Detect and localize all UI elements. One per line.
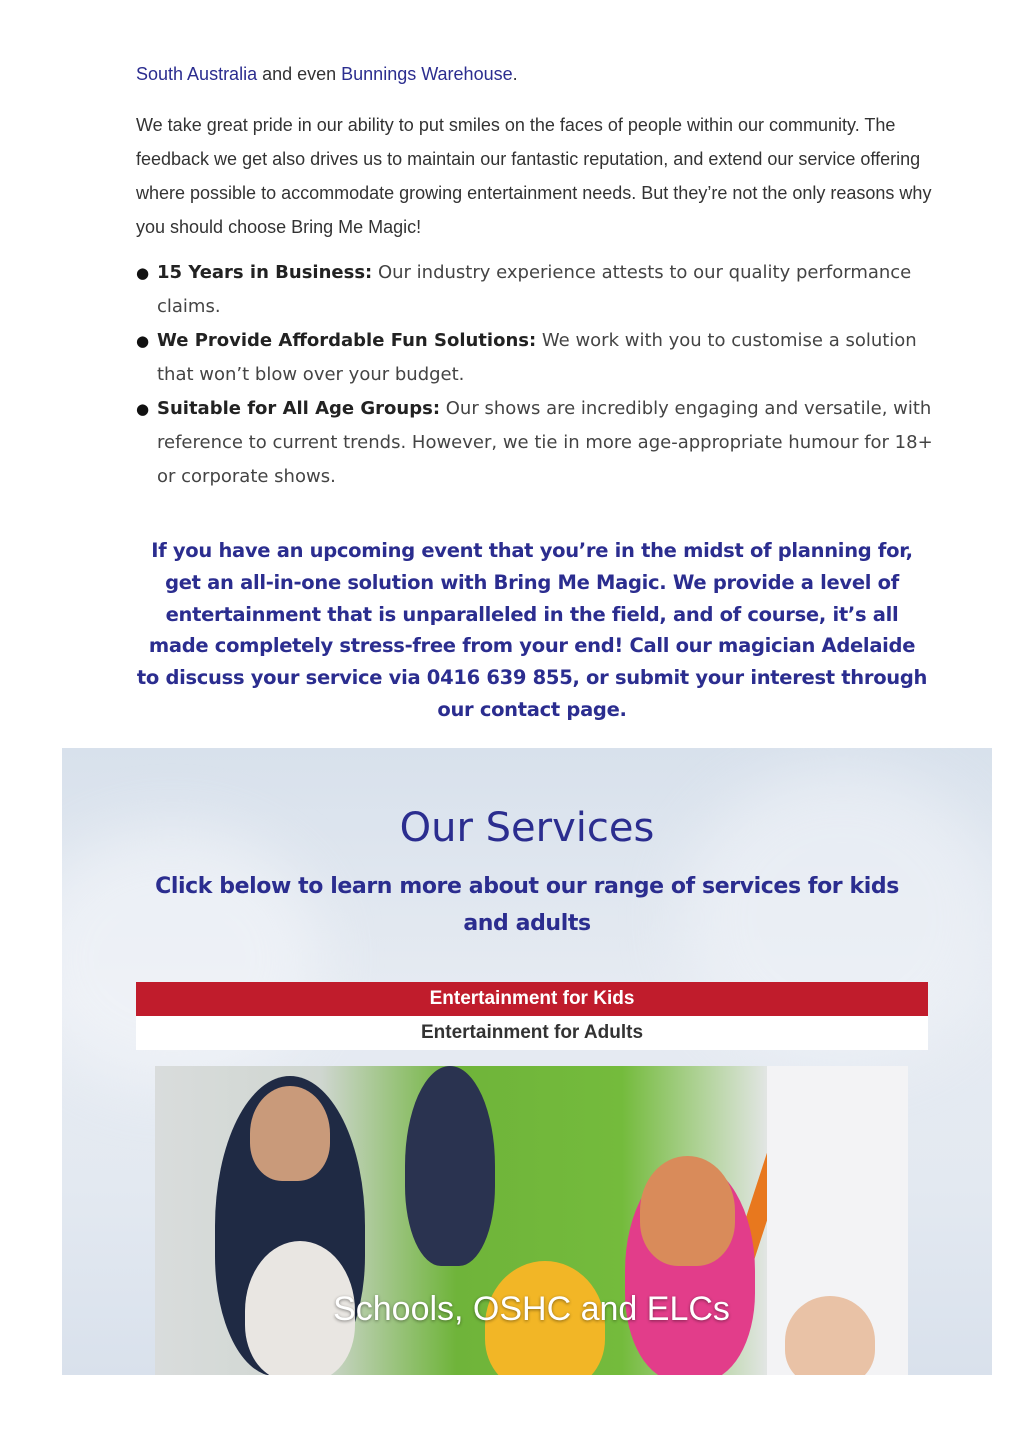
bullet-icon: ● xyxy=(136,400,150,418)
tab-entertainment-for-adults[interactable]: Entertainment for Adults xyxy=(136,1016,928,1050)
intro-end-text: . xyxy=(512,64,518,84)
bunnings-warehouse-link[interactable]: Bunnings Warehouse xyxy=(341,64,513,84)
list-item-text: Our shows are incredibly engaging and versatile, with reference to current trends. However, we tie in more age-appropriate humour for 18+ or corporate shows. xyxy=(157,398,933,487)
list-item-title: We Provide Affordable Fun Solutions: xyxy=(157,330,537,351)
list-item-text: We work with you to customise a solution that won’t blow over your budget. xyxy=(157,330,917,385)
list-item-text: Our industry experience attests to our quality performance claims. xyxy=(157,262,912,317)
intro-section xyxy=(136,60,936,244)
list-item-title: Suitable for All Age Groups: xyxy=(157,398,441,419)
list-item xyxy=(136,256,936,324)
intro-links-line xyxy=(136,60,936,88)
services-section xyxy=(62,748,992,1375)
photo-redhead-girl-head xyxy=(640,1156,735,1266)
bullet-icon: ● xyxy=(136,264,150,282)
intro-paragraph: We take great pride in our ability to put smiles on the faces of people within our community. The feedback we get also drives us to maintain our fantastic reputation, and extend our service offering where possible to accommodate growing entertainment needs. But they’re not the only reasons why you should choose Bring Me Magic! xyxy=(136,115,932,237)
list-item-title: 15 Years in Business: xyxy=(157,262,373,283)
services-tabs xyxy=(136,982,928,1050)
intro-mid-text: and even xyxy=(257,64,342,84)
bullet-icon: ● xyxy=(136,332,150,350)
services-title: Our Services xyxy=(399,805,655,851)
list-item xyxy=(136,392,936,494)
south-australia-link[interactable]: South Australia xyxy=(136,64,258,84)
tab-entertainment-for-kids[interactable]: Entertainment for Kids xyxy=(136,982,928,1016)
schools-service-card[interactable] xyxy=(155,1066,908,1375)
list-item xyxy=(136,324,936,392)
photo-woman-face xyxy=(250,1086,330,1181)
services-subtitle: Click below to learn more about our range of services for kids and adults xyxy=(155,874,899,936)
reasons-list xyxy=(136,256,936,494)
call-to-action-text: If you have an upcoming event that you’re in the midst of planning for, get an all-in-one solution with Bring Me Magic. We provide a level of entertainment that is unparalleled in the field, and of course, it’s all made completely stress-free from your end! Call our magician Adelaide to discuss your service via 0416 639 855, or submit your interest through our contact page. xyxy=(136,539,928,721)
photo-girl-figure xyxy=(405,1066,495,1266)
card-caption: Schools, OSHC and ELCs xyxy=(333,1290,730,1328)
